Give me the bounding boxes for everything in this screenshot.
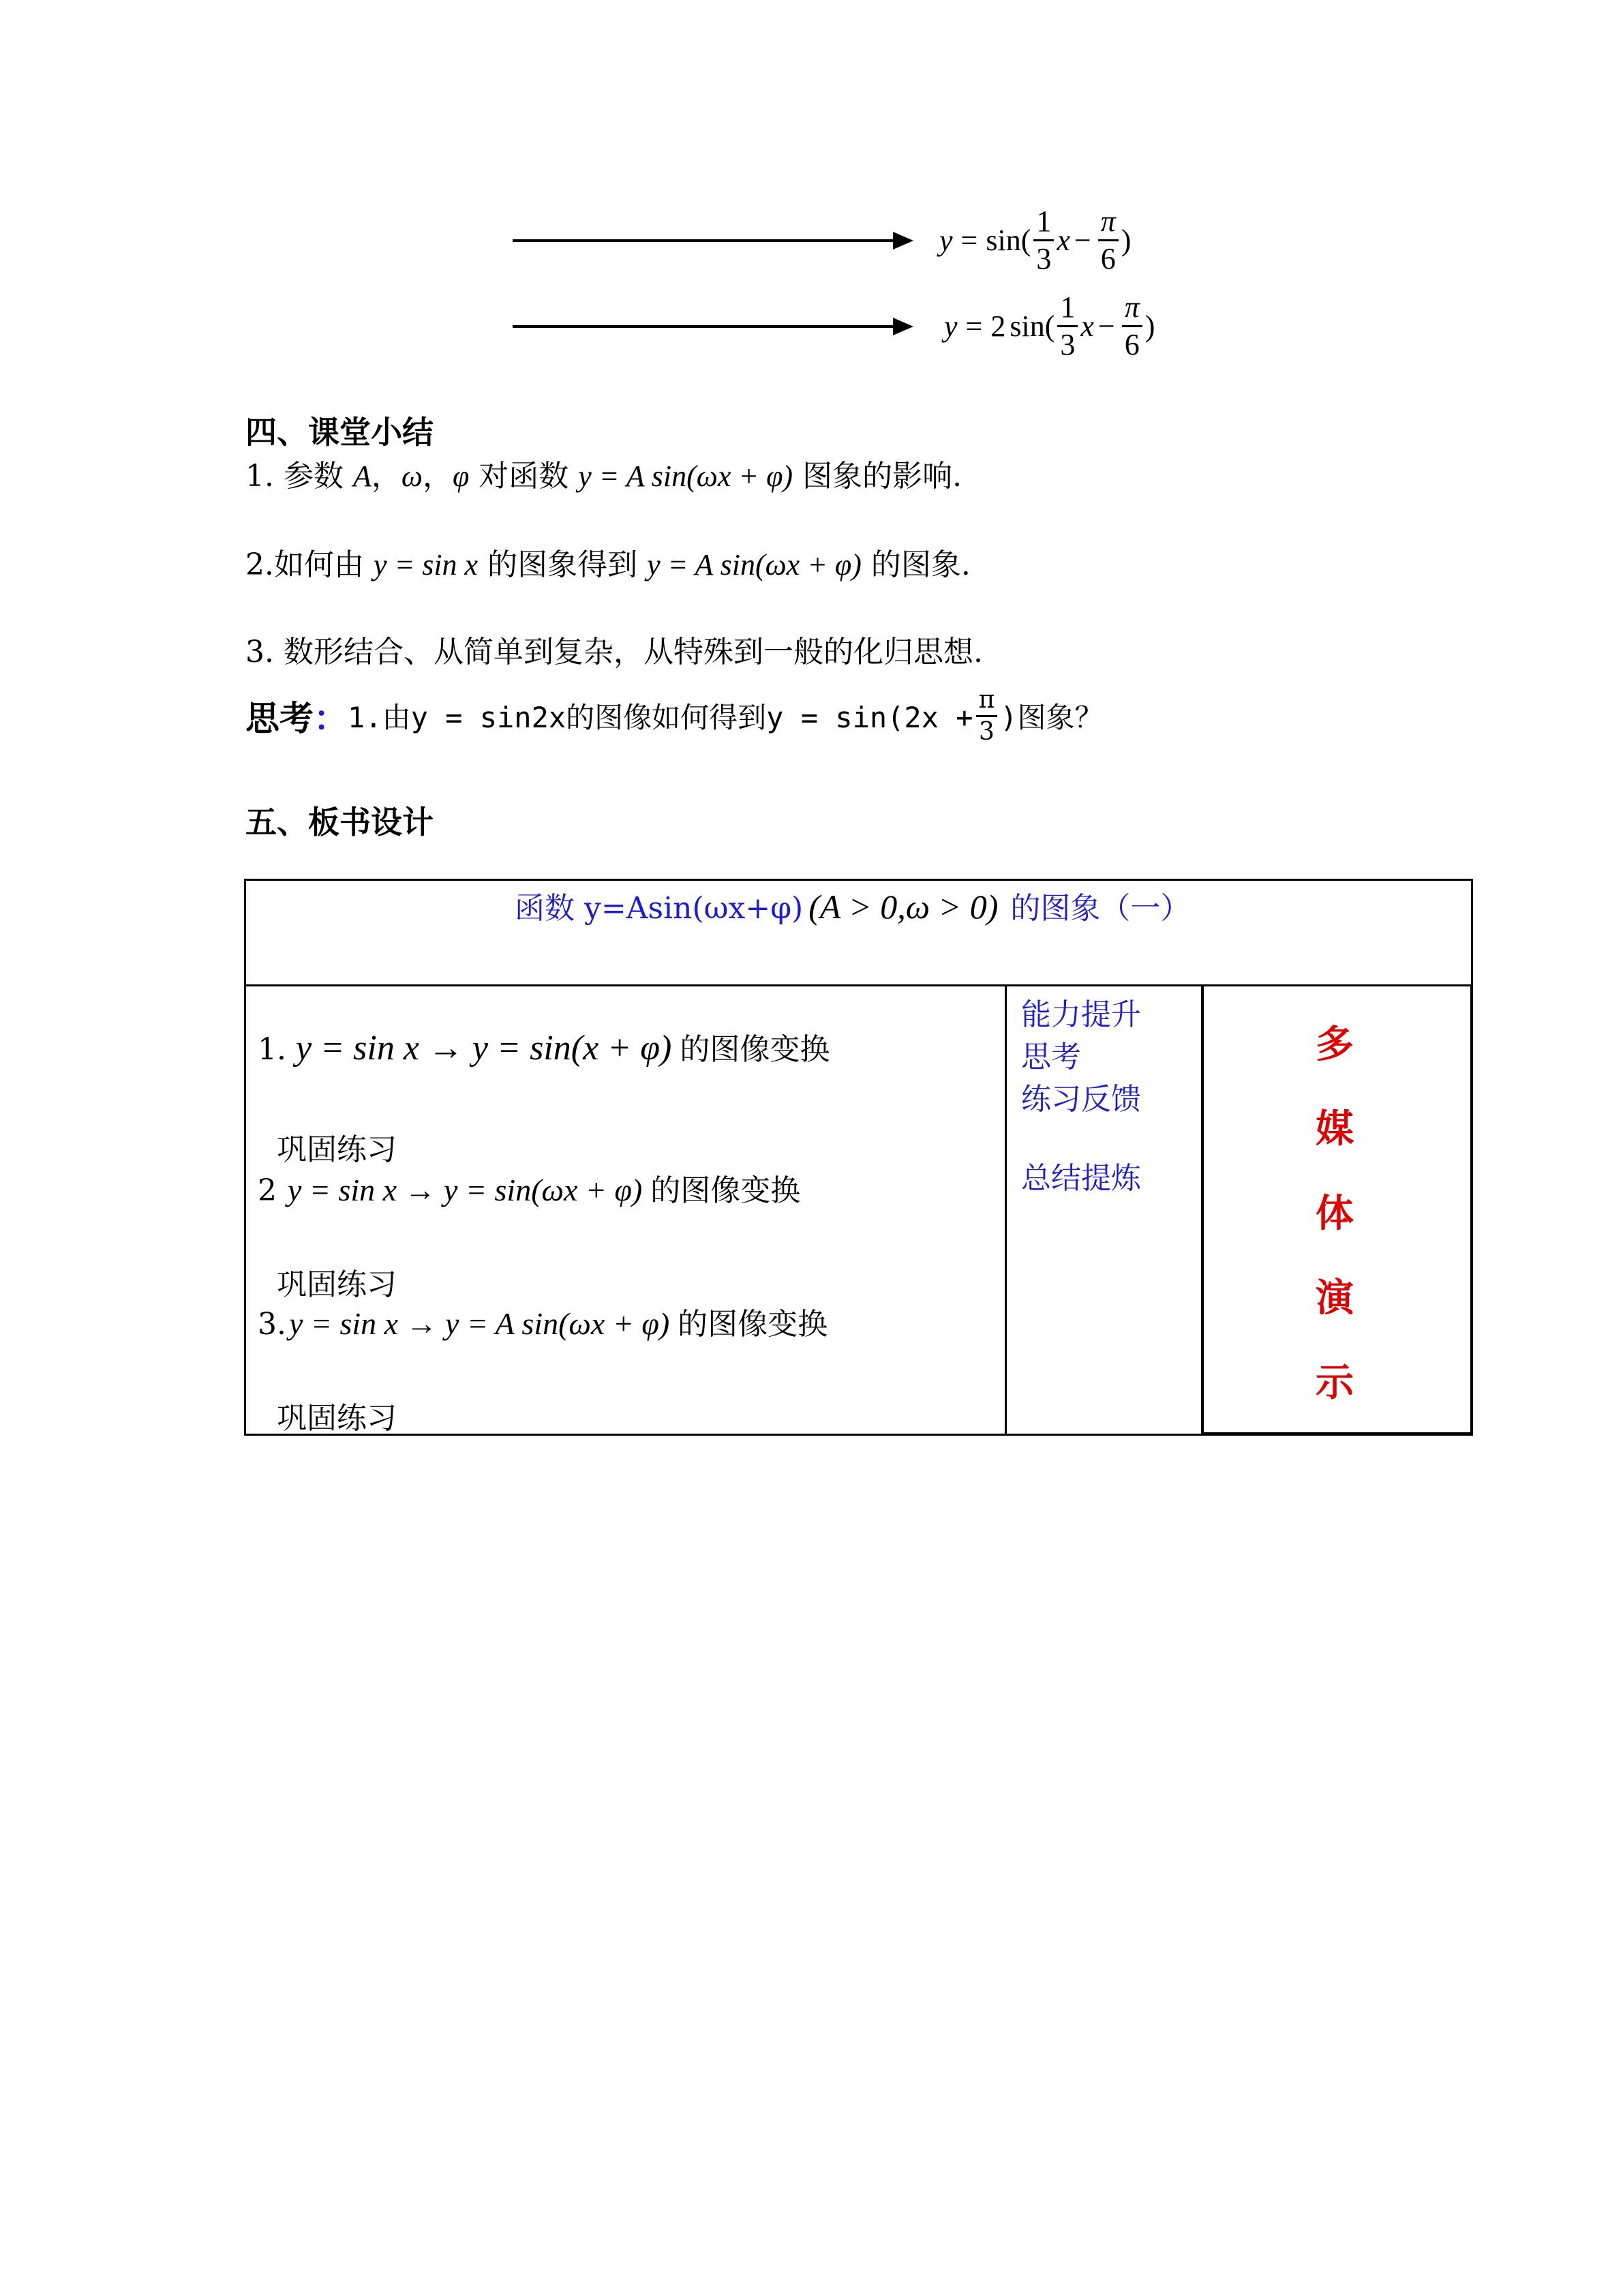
media-char-1: 多 <box>1316 1022 1354 1067</box>
fraction: $\frac{1}{3}$ <box>1033 207 1054 274</box>
arrow-1-formula: y = sin( $\frac{1}{3}$ x − $\frac{\pi}{6}$ ) <box>939 204 1132 275</box>
fraction: $\frac{\pi}{6}$ <box>1122 292 1142 360</box>
board-step-1-practice: 巩固练习 <box>277 1132 397 1167</box>
board-step-2-practice: 巩固练习 <box>277 1267 397 1302</box>
arrow-1-head <box>893 232 913 250</box>
think-line: 思考 ： 1.由y = sin2x的图像如何得到y = sin(2x + $\frac{\pi}{3}$ )图象？ <box>245 685 1104 746</box>
board-heading: 五、板书设计 <box>245 804 434 841</box>
board-col-divider-1 <box>1005 984 1007 1436</box>
board-step-2: 2 y = sin x → y = sin(ωx + φ) 的图像变换 <box>258 1173 801 1208</box>
media-char-5: 示 <box>1316 1360 1354 1405</box>
board-step-3: 3. y = sin x → y = A sin(ωx + φ) 的图像变换 <box>258 1306 828 1342</box>
media-char-4: 演 <box>1316 1275 1354 1320</box>
side-item-think: 思考 <box>1021 1040 1081 1074</box>
arrow-1-line <box>513 239 908 242</box>
media-char-3: 体 <box>1316 1191 1354 1236</box>
side-item-feedback: 练习反馈 <box>1021 1082 1141 1117</box>
board-title: 函数 y=Asin(ωx+φ) (A > 0,ω > 0) 的图象（一） <box>515 888 1191 926</box>
summary-item-1: 1. 参数 A，ω，φ 对函数 y = A sin(ωx + φ) 图象的影响. <box>245 459 962 494</box>
board-step-1: 1. y = sin x → y = sin(x + φ) 的图像变换 <box>258 1029 830 1068</box>
arrow-2-formula: y = 2 sin( $\frac{1}{3}$ x − $\frac{\pi}{6}$ ) <box>944 290 1155 361</box>
side-item-summary: 总结提炼 <box>1021 1161 1141 1196</box>
media-char-2: 媒 <box>1316 1106 1354 1151</box>
summary-item-2: 2.如何由 y = sin x 的图象得到 y = A sin(ωx + φ) 的图象. <box>245 547 971 582</box>
side-item-ability: 能力提升 <box>1021 997 1141 1032</box>
summary-item-3: 3. 数形结合、从简单到复杂，从特殊到一般的化归思想. <box>245 635 983 669</box>
fraction: $\frac{\pi}{6}$ <box>1098 207 1119 274</box>
arrow-2-head <box>893 318 913 335</box>
board-step-3-practice: 巩固练习 <box>277 1401 397 1436</box>
arrow-2-line <box>513 325 908 328</box>
fraction: $\frac{1}{3}$ <box>1057 292 1078 360</box>
fraction: $\frac{\pi}{3}$ <box>976 688 998 744</box>
summary-heading: 四、课堂小结 <box>245 414 434 451</box>
